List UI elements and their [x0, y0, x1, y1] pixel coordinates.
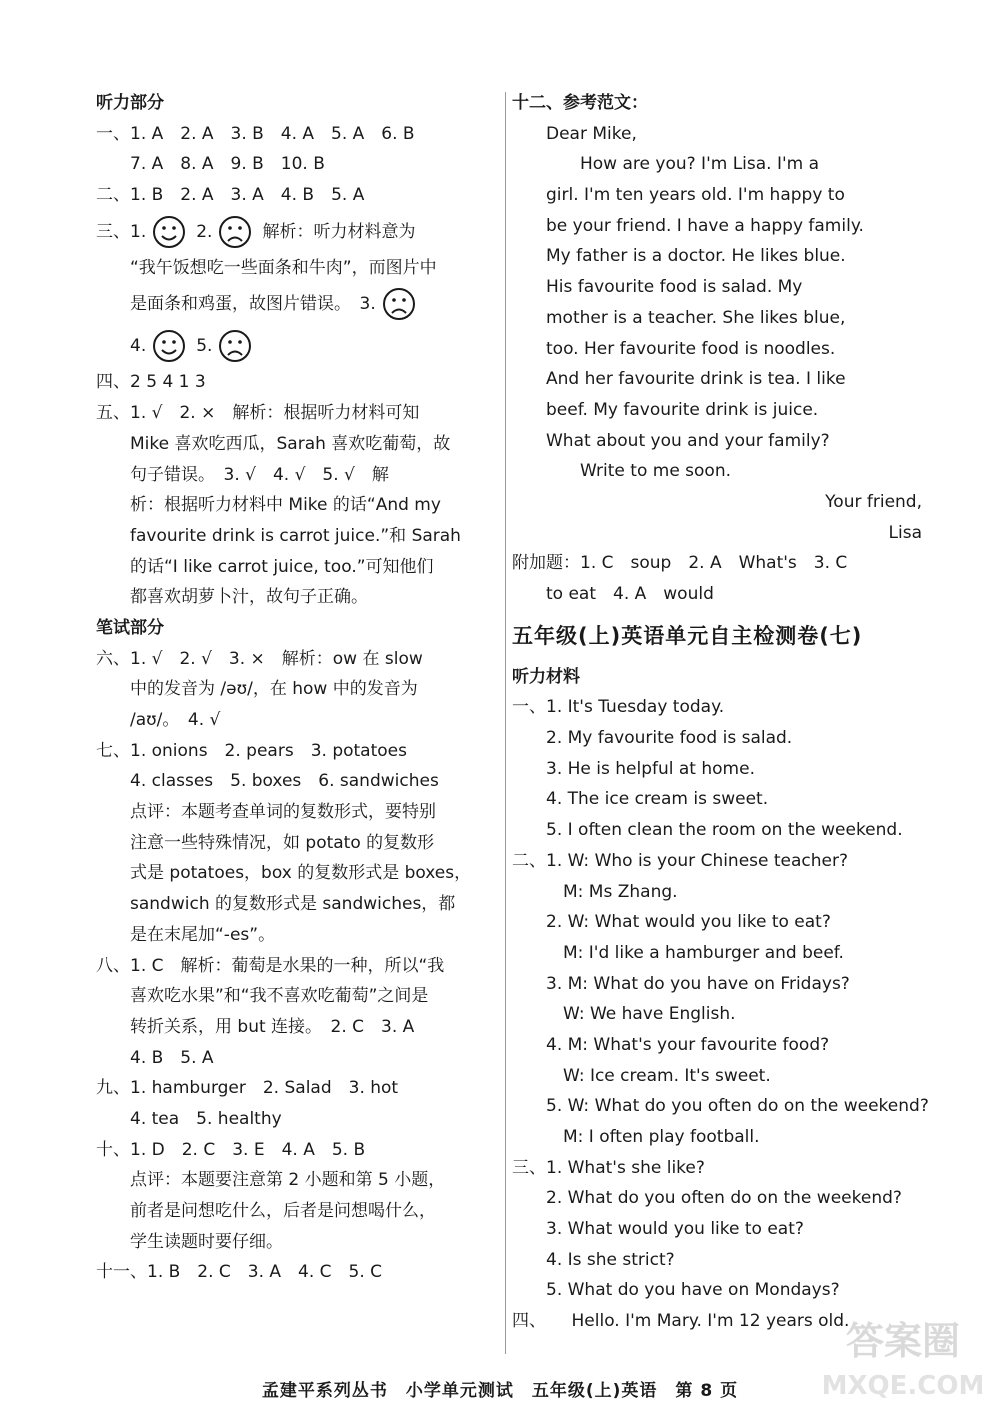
left-line: 转折关系，用 but 连接。 2. C 3. A — [96, 1016, 415, 1037]
right-line: 2. What do you often do on the weekend? — [512, 1188, 902, 1209]
left-line — [96, 325, 500, 367]
right-line: His favourite food is salad. My — [512, 277, 803, 298]
sad-face-icon — [218, 215, 252, 249]
right-line: What about you and your family? — [512, 430, 830, 451]
left-line: 点评：本题要注意第 2 小题和第 5 小题， — [96, 1170, 446, 1191]
right-line: 3. He is helpful at home. — [512, 758, 755, 779]
right-line: 听力材料 — [512, 666, 580, 687]
left-line: 一、1. A 2. A 3. B 4. A 5. A 6. B — [96, 123, 415, 144]
watermark-logo — [818, 1306, 988, 1406]
right-line: be your friend. I have a happy family. — [512, 215, 864, 236]
right-line: Dear Mike, — [512, 123, 637, 144]
column-divider — [505, 92, 506, 1354]
line-text: 4. — [96, 336, 147, 357]
left-line: 七、1. onions 2. pears 3. potatoes — [96, 740, 407, 761]
left-line: 式是 potatoes，box 的复数形式是 boxes， — [96, 863, 472, 884]
left-line: 六、1. √ 2. √ 3. × 解析：ow 在 slow — [96, 648, 423, 669]
left-line: sandwich 的复数形式是 sandwiches，都 — [96, 894, 456, 915]
left-line: 二、1. B 2. A 3. A 4. B 5. A — [96, 185, 365, 206]
right-line: girl. I'm ten years old. I'm happy to — [512, 185, 845, 206]
right-line: W: We have English. — [512, 1004, 736, 1025]
right-line: 5. I often clean the room on the weekend. — [512, 820, 903, 841]
left-line: favourite drink is carrot juice.”和 Sarah — [96, 525, 461, 546]
right-line: Your friend, — [825, 491, 922, 512]
right-line: How are you? I'm Lisa. I'm a — [512, 154, 820, 175]
right-line: 4. M: What's your favourite food? — [512, 1034, 830, 1055]
right-line: Write to me soon. — [512, 461, 732, 482]
left-line: 十、1. D 2. C 3. E 4. A 5. B — [96, 1139, 366, 1160]
left-line: 4. classes 5. boxes 6. sandwiches — [96, 771, 439, 792]
right-line: 2. My favourite food is salad. — [512, 728, 793, 749]
right-line: W: Ice cream. It's sweet. — [512, 1065, 771, 1086]
watermark-title: 答案圈 — [845, 1319, 961, 1363]
left-line: Mike 喜欢吃西瓜，Sarah 喜欢吃葡萄，故 — [96, 433, 451, 454]
right-line: 四、 Hello. I'm Mary. I'm 12 years old. — [512, 1311, 850, 1332]
left-line: 4. B 5. A — [96, 1047, 214, 1068]
left-line: 笔试部分 — [96, 617, 164, 638]
left-line: 注意一些特殊情况，如 potato 的复数形 — [96, 832, 435, 853]
right-line: 二、1. W: Who is your Chinese teacher? — [512, 850, 849, 871]
right-line: 5. What do you have on Mondays? — [512, 1280, 840, 1301]
smiley-face-icon — [152, 215, 186, 249]
line-text: 2. — [196, 221, 213, 242]
right-line: 3. What would you like to eat? — [512, 1219, 804, 1240]
right-line: 十二、参考范文： — [512, 93, 648, 113]
left-line: 都喜欢胡萝卜汁，故句子正确。 — [96, 587, 368, 608]
right-column — [512, 88, 929, 1337]
right-line: M: Ms Zhang. — [512, 881, 678, 902]
sad-face-icon — [382, 287, 416, 321]
right-line: 5. W: What do you often do on the weekend? — [512, 1096, 929, 1117]
right-line: M: I'd like a hamburger and beef. — [512, 942, 844, 963]
left-line: 十一、1. B 2. C 3. A 4. C 5. C — [96, 1262, 383, 1283]
right-line: 3. M: What do you have on Fridays? — [512, 973, 850, 994]
smiley-face-icon — [152, 329, 186, 363]
right-line: My father is a doctor. He likes blue. — [512, 246, 846, 267]
left-line: 学生读题时要仔细。 — [96, 1231, 283, 1252]
left-line: 4. tea 5. healthy — [96, 1108, 282, 1129]
left-line: “我午饭想吃一些面条和牛肉”，而图片中 — [96, 257, 437, 278]
left-line: 前者是问想吃什么，后者是问想喝什么， — [96, 1201, 436, 1221]
left-column — [96, 88, 500, 1288]
right-line: M: I often play football. — [512, 1127, 760, 1147]
right-line: to eat 4. A would — [512, 584, 714, 604]
left-line: 喜欢吃水果”和“我不喜欢吃葡萄”之间是 — [96, 986, 429, 1007]
right-line: too. Her favourite food is noodles. — [512, 338, 836, 359]
left-line: 四、2 5 4 1 3 — [96, 372, 206, 393]
right-line: 4. Is she strict? — [512, 1249, 675, 1270]
left-line: 九、1. hamburger 2. Salad 3. hot — [96, 1078, 399, 1099]
left-line: 八、1. C 解析：葡萄是水果的一种，所以“我 — [96, 955, 445, 976]
line-text: 5. — [196, 336, 213, 357]
line-text: 三、1. — [96, 221, 147, 242]
watermark-url: MXQE.COM — [821, 1371, 985, 1401]
right-line: 五年级(上)英语单元自主检测卷(七) — [512, 623, 863, 648]
left-line: 7. A 8. A 9. B 10. B — [96, 154, 325, 175]
left-line: 的话“I like carrot juice, too.”可知他们 — [96, 556, 434, 577]
left-line: 点评：本题考查单词的复数形式，要特别 — [96, 802, 436, 823]
line-text: 解析：听力材料意为 — [262, 221, 416, 242]
right-line: 三、1. What's she like? — [512, 1157, 705, 1178]
line-text: 是面条和鸡蛋，故图片错误。 3. — [96, 294, 376, 315]
left-line: 中的发音为 /əʊ/，在 how 中的发音为 — [96, 679, 418, 700]
page-footer: 孟建平系列丛书 小学单元测试 五年级(上)英语 第 8 页 — [261, 1381, 739, 1401]
right-line: 2. W: What would you like to eat? — [512, 912, 831, 933]
right-line: Lisa — [888, 522, 922, 543]
left-line — [96, 211, 500, 253]
left-line: 听力部分 — [96, 93, 164, 113]
right-line: 附加题：1. C soup 2. A What's 3. C — [512, 553, 848, 574]
left-line: 句子错误。 3. √ 4. √ 5. √ 解 — [96, 464, 389, 485]
sad-face-icon — [218, 329, 252, 363]
right-line: And her favourite drink is tea. I like — [512, 369, 846, 390]
right-line: beef. My favourite drink is juice. — [512, 399, 819, 420]
right-line: mother is a teacher. She likes blue, — [512, 307, 846, 328]
left-line — [96, 283, 500, 325]
left-line: 五、1. √ 2. × 解析：根据听力材料可知 — [96, 403, 420, 424]
left-line: 是在末尾加“-es”。 — [96, 924, 276, 945]
right-line: 一、1. It's Tuesday today. — [512, 697, 725, 718]
left-line: 析：根据听力材料中 Mike 的话“And my — [96, 495, 441, 516]
left-line: /aʊ/。 4. √ — [96, 710, 221, 730]
right-line: 4. The ice cream is sweet. — [512, 789, 769, 810]
